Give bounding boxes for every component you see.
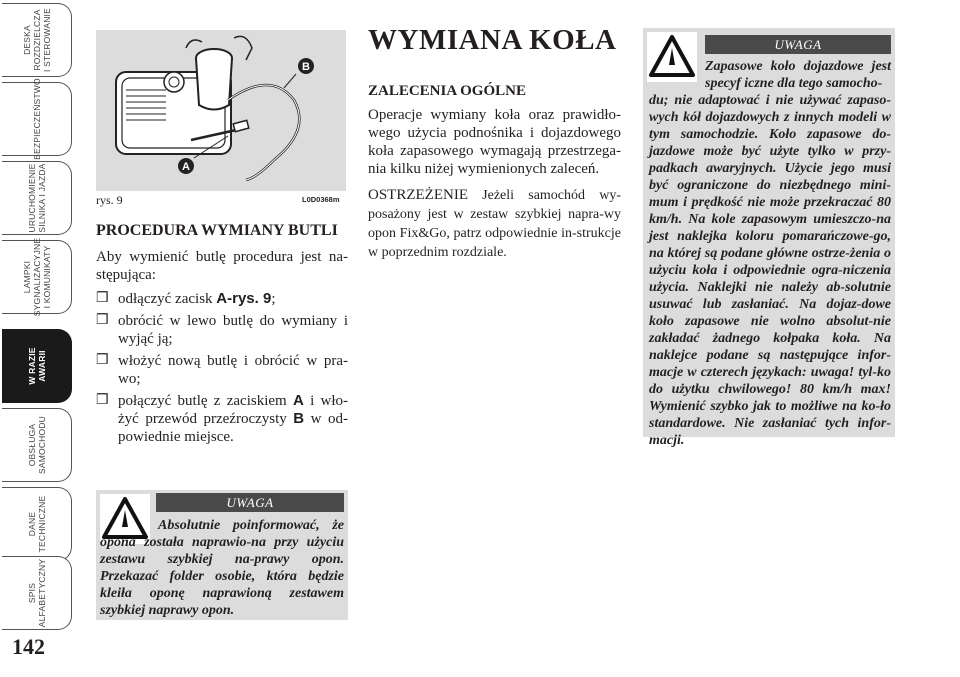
tab-lampki[interactable] bbox=[2, 237, 72, 317]
warning-box-kit bbox=[96, 490, 348, 620]
warning-text-top: Zapasowe koło dojazdowe jest specyf iczne dla tego samocho- bbox=[705, 59, 891, 91]
step-text: odłączyć zacisk bbox=[118, 291, 217, 307]
step-text: połączyć butlę z zaciskiem bbox=[118, 393, 293, 409]
general-paragraph: Operacje wymiany koła oraz prawidło-wego użycia podnośnika i dojazdowego koła zapasowego wymagają przestrzega-nia kilku niżej wymienionych zaleceń. bbox=[368, 107, 621, 177]
figure-caption: rys. 9 bbox=[96, 193, 123, 207]
procedure-intro: Aby wymienić butlę procedura jest na-stępująca: bbox=[96, 249, 348, 283]
tab-label: DANE TECHNICZNE bbox=[26, 495, 47, 553]
warning-box-spare-wheel bbox=[643, 28, 895, 448]
label-a: A bbox=[182, 161, 190, 173]
ref-a: A bbox=[292, 392, 304, 409]
warning-header: UWAGA bbox=[156, 493, 344, 512]
warning-header: UWAGA bbox=[705, 35, 891, 54]
figure-ref: A-rys. 9 bbox=[216, 290, 272, 307]
step-text: ; bbox=[271, 291, 276, 307]
procedure-title: PROCEDURA WYMIANY BUTLI bbox=[96, 222, 338, 239]
tab-label: URUCHOMIENIE SILNIKA I JAZDA bbox=[26, 163, 47, 233]
tab-uruchomienie[interactable] bbox=[2, 161, 72, 235]
checkbox-bullet-icon: ❒ bbox=[96, 313, 109, 328]
tab-label: OBSŁUGA SAMOCHODU bbox=[26, 416, 47, 474]
label-b: B bbox=[302, 61, 310, 73]
procedure-steps bbox=[96, 290, 348, 446]
figure-code: L0D0368m bbox=[302, 195, 340, 204]
step-text: i wło-żyć przewód przeźroczysty bbox=[118, 393, 348, 427]
warning-text: Absolutnie poinformować, że opona została naprawio-na przy użyciu zestawu szybkiej na-prawy opon. Przekazać folder osobie, która będzie kleiła oponę naprawioną zestawem szybkiej naprawy opon. bbox=[100, 518, 344, 618]
compressor-illustration bbox=[96, 30, 346, 191]
list-item bbox=[96, 312, 348, 348]
list-item bbox=[96, 392, 348, 446]
step-text: włożyć nową butlę i obrócić w pra-wo; bbox=[118, 353, 348, 387]
tab-obsluga[interactable] bbox=[2, 408, 72, 482]
checkbox-bullet-icon: ❒ bbox=[96, 353, 109, 368]
warning-paragraph bbox=[368, 186, 621, 262]
tab-bezpieczenstwo[interactable] bbox=[2, 78, 72, 160]
step-text: w od-powiednie miejsce. bbox=[118, 411, 348, 445]
list-item bbox=[96, 352, 348, 388]
checkbox-bullet-icon: ❒ bbox=[96, 393, 109, 408]
main-section bbox=[368, 24, 621, 262]
step-text: obrócić w lewo butlę do wymiany i wyjąć ją; bbox=[118, 313, 348, 347]
tab-label: LAMPKI SYGNALIZACYJNE I KOMUNIKATY bbox=[21, 237, 52, 317]
figure-compressor bbox=[96, 30, 346, 191]
section-subtitle: ZALECENIA OGÓLNE bbox=[368, 83, 526, 99]
tab-label: BEZPIECZEŃSTWO bbox=[31, 78, 42, 160]
warning-caps: OSTRZEŻENIE bbox=[368, 187, 468, 203]
warning-text: du; nie adaptować i nie używać zapaso-wych kół dojazdowych z innych modeli w tym samochodzie. Koło zapasowe do-jazdowe może być użyte tylko w przy-padkach awaryjnych. Użycie jego musi być ograniczone do niezbędnego mini-mum i prędkość nie może przekraczać 80 km/h. Na kole zapasowym umieszczo-na jest naklejka koloru pomarańczowe-go, na której są podane główne ostrze-żenia o użyciu koła i odpowiednie ogra-niczenia użycia. Naklejki nie należy ab-solutnie usuwać lub zasłaniać. Na dojaz-dowe koło zapasowe nie wolno absolut-nie zakładać żadnego kołpaka koła. Na naklejce podane są następujące infor-macje w czterech językach: uwaga! tyl-ko do użytku chwilowego! 80 km/h max! Wymienić szybko jak to możliwe na ko-ło standardowe. Nie zasłaniać tych infor-macji. bbox=[649, 93, 891, 448]
tab-deska-rozdzielcza[interactable] bbox=[2, 3, 72, 77]
warning-paragraph-text: Jeżeli samochód wy-posażony jest w zestaw szybkiej napra-wy opon Fix&Go, patrz odpowiednie in-strukcje w poprzednim rozdziale. bbox=[368, 188, 621, 260]
tab-dane-techniczne[interactable] bbox=[2, 487, 72, 561]
warning-triangle-icon bbox=[647, 32, 697, 82]
ref-b: B bbox=[293, 410, 305, 427]
checkbox-bullet-icon: ❒ bbox=[96, 291, 109, 306]
list-item bbox=[96, 290, 348, 308]
procedure-section bbox=[96, 222, 348, 450]
tab-label: W RAZIE AWARII bbox=[26, 347, 47, 385]
tab-spis-alfabetyczny[interactable] bbox=[2, 556, 72, 630]
tab-label: SPIS ALFABETYCZNY bbox=[26, 558, 47, 628]
page-number: 142 bbox=[12, 634, 45, 659]
page-title: WYMIANA KOŁA bbox=[368, 24, 617, 56]
tab-w-razie-awarii[interactable] bbox=[2, 329, 72, 403]
tab-label: DESKA ROZDZIELCZA I STEROWANIE bbox=[21, 8, 52, 72]
chapter-tabs bbox=[0, 0, 78, 640]
